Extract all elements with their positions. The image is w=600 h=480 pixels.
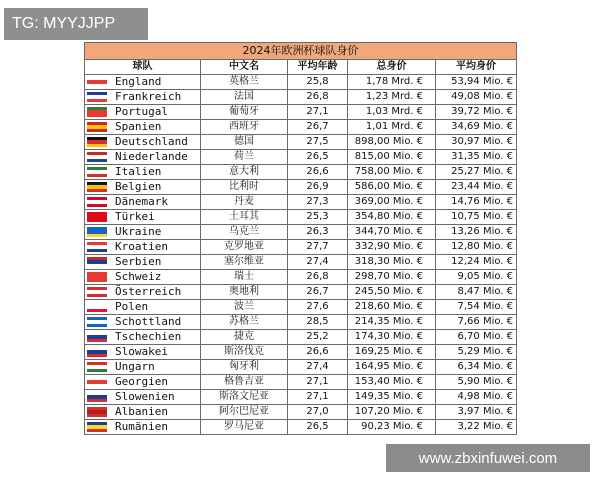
table-row	[85, 330, 517, 345]
average-age-cell: 27,1	[288, 105, 348, 120]
average-age-cell: 27,0	[288, 405, 348, 420]
chinese-name-cell: 格鲁吉亚	[201, 375, 288, 390]
team-name: Ukraine	[115, 225, 162, 238]
country-flag-icon	[87, 272, 107, 282]
team-name: England	[115, 75, 162, 88]
average-age-cell: 26,3	[288, 225, 348, 240]
table-row	[85, 300, 517, 315]
average-value-cell: 3,22 Mio. €	[436, 420, 517, 435]
chinese-name-cell: 意大利	[201, 165, 288, 180]
table-row	[85, 120, 517, 135]
table-row	[85, 105, 517, 120]
total-value-cell: 369,00 Mio. €	[348, 195, 436, 210]
country-flag-icon	[87, 107, 107, 117]
table-row	[85, 315, 517, 330]
team-name-cell	[85, 375, 201, 390]
table-row	[85, 195, 517, 210]
total-value-cell: 149,35 Mio. €	[348, 390, 436, 405]
total-value-cell: 898,00 Mio. €	[348, 135, 436, 150]
table-row	[85, 75, 517, 90]
total-value-cell: 1,01 Mrd. €	[348, 120, 436, 135]
team-name: Slowenien	[115, 390, 175, 403]
country-flag-icon	[87, 362, 107, 372]
average-value-cell: 6,70 Mio. €	[436, 330, 517, 345]
average-age-cell: 26,5	[288, 420, 348, 435]
team-name-cell	[85, 405, 201, 420]
average-age-cell: 27,1	[288, 375, 348, 390]
average-value-cell: 5,90 Mio. €	[436, 375, 517, 390]
chinese-name-cell: 塞尔维亚	[201, 255, 288, 270]
team-name: Dänemark	[115, 195, 168, 208]
team-name: Deutschland	[115, 135, 188, 148]
team-name-cell	[85, 180, 201, 195]
average-value-cell: 4,98 Mio. €	[436, 390, 517, 405]
country-flag-icon	[87, 257, 107, 267]
average-value-cell: 53,94 Mio. €	[436, 75, 517, 90]
team-name-cell	[85, 300, 201, 315]
average-value-cell: 13,26 Mio. €	[436, 225, 517, 240]
country-flag-icon	[87, 122, 107, 132]
average-value-cell: 14,76 Mio. €	[436, 195, 517, 210]
team-name-cell	[85, 165, 201, 180]
average-value-cell: 8,47 Mio. €	[436, 285, 517, 300]
average-value-cell: 7,54 Mio. €	[436, 300, 517, 315]
average-value-cell: 5,29 Mio. €	[436, 345, 517, 360]
team-name-cell	[85, 210, 201, 225]
team-name-cell	[85, 360, 201, 375]
average-age-cell: 27,3	[288, 195, 348, 210]
table-row	[85, 285, 517, 300]
table-row	[85, 135, 517, 150]
team-name: Österreich	[115, 285, 182, 298]
average-age-cell: 25,8	[288, 75, 348, 90]
average-value-cell: 49,08 Mio. €	[436, 90, 517, 105]
total-value-cell: 1,23 Mrd. €	[348, 90, 436, 105]
table-row	[85, 255, 517, 270]
country-flag-icon	[87, 407, 107, 417]
chinese-name-cell: 奥地利	[201, 285, 288, 300]
team-name: Niederlande	[115, 150, 188, 163]
average-age-cell: 27,5	[288, 135, 348, 150]
site-watermark: www.zbxinfuwei.com	[386, 444, 590, 472]
average-age-cell: 26,8	[288, 90, 348, 105]
column-header-average-age: 平均年龄	[288, 60, 348, 75]
team-name: Tschechien	[115, 330, 182, 343]
country-flag-icon	[87, 392, 107, 402]
squad-value-table	[84, 42, 517, 435]
team-name: Albanien	[115, 405, 168, 418]
team-name: Italien	[115, 165, 162, 178]
average-age-cell: 26,7	[288, 285, 348, 300]
average-age-cell: 26,7	[288, 120, 348, 135]
team-name-cell	[85, 255, 201, 270]
chinese-name-cell: 比利时	[201, 180, 288, 195]
total-value-cell: 344,70 Mio. €	[348, 225, 436, 240]
total-value-cell: 1,78 Mrd. €	[348, 75, 436, 90]
team-name: Schottland	[115, 315, 182, 328]
table-row	[85, 210, 517, 225]
table-row	[85, 150, 517, 165]
column-header-chinese-name: 中文名	[201, 60, 288, 75]
country-flag-icon	[87, 92, 107, 102]
country-flag-icon	[87, 422, 107, 432]
chinese-name-cell: 瑞士	[201, 270, 288, 285]
table-body	[85, 75, 517, 435]
chinese-name-cell: 丹麦	[201, 195, 288, 210]
total-value-cell: 318,30 Mio. €	[348, 255, 436, 270]
table-row	[85, 345, 517, 360]
average-value-cell: 12,80 Mio. €	[436, 240, 517, 255]
average-value-cell: 39,72 Mio. €	[436, 105, 517, 120]
country-flag-icon	[87, 287, 107, 297]
team-name-cell	[85, 330, 201, 345]
chinese-name-cell: 德国	[201, 135, 288, 150]
total-value-cell: 332,90 Mio. €	[348, 240, 436, 255]
average-age-cell: 27,7	[288, 240, 348, 255]
total-value-cell: 218,60 Mio. €	[348, 300, 436, 315]
country-flag-icon	[87, 317, 107, 327]
chinese-name-cell: 斯洛伐克	[201, 345, 288, 360]
team-name: Portugal	[115, 105, 168, 118]
team-name-cell	[85, 285, 201, 300]
average-value-cell: 10,75 Mio. €	[436, 210, 517, 225]
team-name: Kroatien	[115, 240, 168, 253]
chinese-name-cell: 罗马尼亚	[201, 420, 288, 435]
average-age-cell: 27,4	[288, 360, 348, 375]
table-row	[85, 165, 517, 180]
country-flag-icon	[87, 227, 107, 237]
team-name: Türkei	[115, 210, 155, 223]
country-flag-icon	[87, 212, 107, 222]
team-name: Ungarn	[115, 360, 155, 373]
chinese-name-cell: 苏格兰	[201, 315, 288, 330]
chinese-name-cell: 英格兰	[201, 75, 288, 90]
total-value-cell: 758,00 Mio. €	[348, 165, 436, 180]
chinese-name-cell: 法国	[201, 90, 288, 105]
tg-badge: TG: MYYJJPP	[4, 8, 148, 40]
average-age-cell: 28,5	[288, 315, 348, 330]
team-name-cell	[85, 270, 201, 285]
team-name: Serbien	[115, 255, 162, 268]
team-name-cell	[85, 105, 201, 120]
average-value-cell: 25,27 Mio. €	[436, 165, 517, 180]
total-value-cell: 164,95 Mio. €	[348, 360, 436, 375]
team-name-cell	[85, 150, 201, 165]
team-name-cell	[85, 390, 201, 405]
total-value-cell: 90,23 Mio. €	[348, 420, 436, 435]
team-name-cell	[85, 135, 201, 150]
average-age-cell: 25,2	[288, 330, 348, 345]
chinese-name-cell: 斯洛文尼亚	[201, 390, 288, 405]
average-value-cell: 30,97 Mio. €	[436, 135, 517, 150]
team-name: Belgien	[115, 180, 162, 193]
team-name: Spanien	[115, 120, 162, 133]
country-flag-icon	[87, 377, 107, 387]
average-value-cell: 9,05 Mio. €	[436, 270, 517, 285]
country-flag-icon	[87, 347, 107, 357]
total-value-cell: 1,03 Mrd. €	[348, 105, 436, 120]
table-row	[85, 180, 517, 195]
total-value-cell: 174,30 Mio. €	[348, 330, 436, 345]
chinese-name-cell: 阿尔巴尼亚	[201, 405, 288, 420]
team-name-cell	[85, 420, 201, 435]
average-value-cell: 12,24 Mio. €	[436, 255, 517, 270]
country-flag-icon	[87, 302, 107, 312]
table-title: 2024年欧洲杯球队身价	[85, 43, 517, 60]
table-row	[85, 375, 517, 390]
average-age-cell: 27,4	[288, 255, 348, 270]
country-flag-icon	[87, 182, 107, 192]
chinese-name-cell: 匈牙利	[201, 360, 288, 375]
total-value-cell: 153,40 Mio. €	[348, 375, 436, 390]
chinese-name-cell: 葡萄牙	[201, 105, 288, 120]
country-flag-icon	[87, 332, 107, 342]
team-name: Slowakei	[115, 345, 168, 358]
average-value-cell: 7,66 Mio. €	[436, 315, 517, 330]
chinese-name-cell: 乌克兰	[201, 225, 288, 240]
team-name-cell	[85, 225, 201, 240]
table-row	[85, 390, 517, 405]
total-value-cell: 298,70 Mio. €	[348, 270, 436, 285]
average-age-cell: 27,6	[288, 300, 348, 315]
country-flag-icon	[87, 152, 107, 162]
team-name-cell	[85, 315, 201, 330]
country-flag-icon	[87, 77, 107, 87]
total-value-cell: 245,50 Mio. €	[348, 285, 436, 300]
country-flag-icon	[87, 167, 107, 177]
chinese-name-cell: 克罗地亚	[201, 240, 288, 255]
column-header-average-value: 平均身价	[436, 60, 517, 75]
average-age-cell: 26,8	[288, 270, 348, 285]
total-value-cell: 214,35 Mio. €	[348, 315, 436, 330]
column-header-total-value: 总身价	[348, 60, 436, 75]
average-age-cell: 25,3	[288, 210, 348, 225]
average-age-cell: 26,5	[288, 150, 348, 165]
average-value-cell: 23,44 Mio. €	[436, 180, 517, 195]
table-row	[85, 90, 517, 105]
country-flag-icon	[87, 137, 107, 147]
table-row	[85, 225, 517, 240]
team-name: Frankreich	[115, 90, 182, 103]
table-row	[85, 360, 517, 375]
table-row	[85, 270, 517, 285]
average-age-cell: 26,6	[288, 165, 348, 180]
country-flag-icon	[87, 197, 107, 207]
average-value-cell: 3,97 Mio. €	[436, 405, 517, 420]
team-name-cell	[85, 240, 201, 255]
average-age-cell: 27,1	[288, 390, 348, 405]
chinese-name-cell: 波兰	[201, 300, 288, 315]
team-name: Schweiz	[115, 270, 162, 283]
chinese-name-cell: 土耳其	[201, 210, 288, 225]
team-name-cell	[85, 120, 201, 135]
chinese-name-cell: 西班牙	[201, 120, 288, 135]
total-value-cell: 107,20 Mio. €	[348, 405, 436, 420]
table-container	[84, 42, 516, 435]
total-value-cell: 354,80 Mio. €	[348, 210, 436, 225]
team-name-cell	[85, 75, 201, 90]
team-name: Georgien	[115, 375, 168, 388]
total-value-cell: 169,25 Mio. €	[348, 345, 436, 360]
total-value-cell: 586,00 Mio. €	[348, 180, 436, 195]
team-name-cell	[85, 345, 201, 360]
team-name: Rumänien	[115, 420, 168, 433]
chinese-name-cell: 荷兰	[201, 150, 288, 165]
average-age-cell: 26,9	[288, 180, 348, 195]
team-name: Polen	[115, 300, 149, 313]
average-value-cell: 34,69 Mio. €	[436, 120, 517, 135]
chinese-name-cell: 捷克	[201, 330, 288, 345]
team-name-cell	[85, 195, 201, 210]
country-flag-icon	[87, 242, 107, 252]
total-value-cell: 815,00 Mio. €	[348, 150, 436, 165]
column-header-team: 球队	[85, 60, 201, 75]
table-row	[85, 420, 517, 435]
average-value-cell: 6,34 Mio. €	[436, 360, 517, 375]
table-row	[85, 405, 517, 420]
table-row	[85, 240, 517, 255]
average-age-cell: 26,6	[288, 345, 348, 360]
team-name-cell	[85, 90, 201, 105]
average-value-cell: 31,35 Mio. €	[436, 150, 517, 165]
